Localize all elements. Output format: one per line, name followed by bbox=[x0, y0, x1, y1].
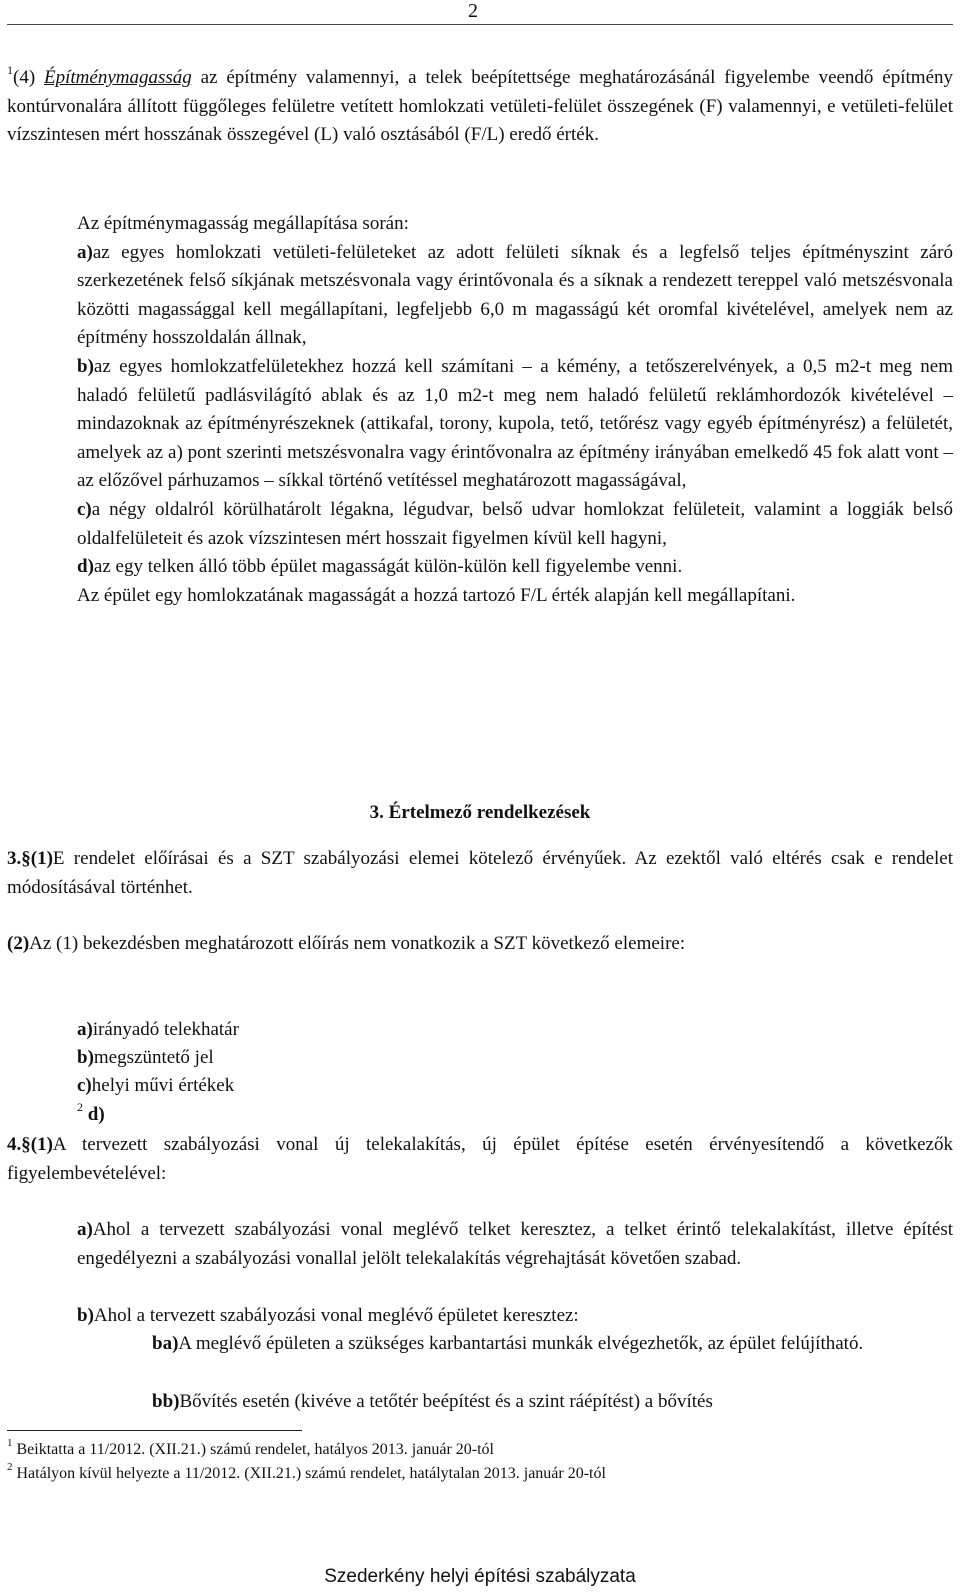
list-item bbox=[77, 1044, 214, 1072]
footnote-text: Beiktatta a 11/2012. (XII.21.) számú rendelet, hatályos 2013. január 20-tól bbox=[12, 1441, 494, 1458]
footnote-number: 1 bbox=[7, 1436, 13, 1449]
list-text: megszüntető jel bbox=[93, 1047, 214, 1068]
paragraph-text: Az (1) bekezdésben meghatározott előírás nem vonatkozik a SZT következő elemeire: bbox=[29, 933, 686, 954]
list-label: a) bbox=[77, 1019, 93, 1040]
page-number: 2 bbox=[468, 0, 478, 22]
list-label: b) bbox=[77, 1047, 94, 1068]
list-label: d) bbox=[87, 1104, 105, 1125]
rule-text: az egy telken álló több épület magasságát külön-külön kell figyelembe venni. bbox=[93, 556, 683, 578]
point-text: Ahol a tervezett szabályozási vonal meglévő telket keresztez, a telket érintő telekalakítást, illetve építést engedélyezni a szabályozási vonallal jelölt telekalakítás végrehajtását követően szabad. bbox=[77, 1219, 953, 1269]
section-4-point-a bbox=[77, 1216, 953, 1273]
footnote-ref[interactable]: 2 bbox=[77, 1099, 83, 1114]
footnote-number: 2 bbox=[7, 1460, 13, 1473]
list-item bbox=[77, 1016, 239, 1044]
point-text: Bővítés esetén (kivéve a tetőtér beépítést és a szint ráépítést) a bővítés bbox=[179, 1391, 713, 1412]
paragraph-number: (4) bbox=[13, 67, 45, 88]
rule-label: c) bbox=[77, 498, 92, 520]
list-item bbox=[77, 1072, 234, 1100]
list-text: helyi művi értékek bbox=[91, 1075, 235, 1096]
list-text: irányadó telekhatár bbox=[92, 1019, 239, 1040]
point-label: ba) bbox=[152, 1333, 179, 1354]
rule-label: a) bbox=[77, 241, 93, 263]
rule-text: az egyes homlokzatfelületekhez hozzá kell számítani – a kémény, a tetőszerelvények, a 0,5 m2-t meg nem haladó felületű padlásvilágító ablak és az 1,0 m2-t meg nem haladó felületű reklámhordozók kivételével – mindazoknak az építményrészeknek (attikafal, torony, kupola, tető, tetőrész vagy egyéb építményrész) a felületét, amelyek az a) pont szerinti metszésvonalra vagy érintővonalra az építmény irányában emelkedő 45 fok alatt vont – az előzővel párhuzamos – síkkal történő vetítéssel meghatározott magasságával, bbox=[77, 355, 953, 492]
footnote-ref[interactable]: 1 bbox=[7, 62, 13, 77]
point-label: a) bbox=[77, 1219, 93, 1240]
section-heading: 3. Értelmező rendelkezések bbox=[369, 802, 591, 823]
paragraph-text: az építmény valamennyi, a telek beépítettsége meghatározásánál figyelembe veendő építmény kontúrvonalára állított függőleges felületre vetített homlokzati vetületi-felület összegének (F) valamennyi, e vetületi-felület vízszintesen mért hosszának összegével (L) való osztásából (F/L) eredő érték. bbox=[7, 67, 953, 146]
paragraph-label: (2) bbox=[7, 933, 30, 954]
section-4-paragraph-1 bbox=[7, 1131, 953, 1188]
section-number: 4. bbox=[7, 1134, 22, 1155]
paragraph-label: §(1) bbox=[21, 1134, 53, 1155]
paragraph-text: A tervezett szabályozási vonal új telekalakítás, új épület építése esetén érvényesítendő a következők figyelembevételével: bbox=[7, 1134, 953, 1184]
section-4-point-ba bbox=[152, 1330, 953, 1359]
rule-a bbox=[77, 239, 953, 353]
definition-paragraph bbox=[7, 64, 953, 150]
section-4-point-b bbox=[77, 1302, 953, 1331]
point-label: b) bbox=[77, 1305, 94, 1326]
section-3-paragraph-1 bbox=[7, 845, 953, 902]
footnote bbox=[7, 1460, 606, 1484]
list-label: c) bbox=[77, 1075, 92, 1096]
rule-c bbox=[77, 496, 953, 553]
measurement-rules bbox=[77, 210, 953, 610]
footnote-text: Hatályon kívül helyezte a 11/2012. (XII.21.) számú rendelet, hatálytalan 2013. január 20-tól bbox=[12, 1465, 606, 1482]
point-label: bb) bbox=[152, 1391, 180, 1412]
point-text: Ahol a tervezett szabályozási vonal meglévő épületet keresztez: bbox=[93, 1305, 579, 1326]
footnote bbox=[7, 1436, 494, 1460]
footnote-divider bbox=[7, 1430, 302, 1431]
rule-d bbox=[77, 553, 953, 582]
rule-text: az egyes homlokzati vetületi-felületeket az adott felületi síknak és a legfelső teljes építményszint záró szerkezetének felső síkjának metszésvonala vagy érintővonala és a síknak a rendezett tereppel való metszésvonala közötti magassággal kell megállapítani, legfeljebb 6,0 m magasságú két oromfal kivételével, amelyek nem az építmény hosszoldalán állnak, bbox=[77, 241, 953, 349]
paragraph-label: §(1) bbox=[21, 848, 53, 869]
rule-label: d) bbox=[77, 556, 94, 578]
section-3-paragraph-2 bbox=[7, 930, 953, 959]
rule-label: b) bbox=[77, 355, 94, 377]
section-number: 3. bbox=[7, 848, 22, 869]
rule-b bbox=[77, 353, 953, 496]
section-4-point-bb bbox=[152, 1388, 953, 1417]
rules-closing: Az épület egy homlokzatának magasságát a hozzá tartozó F/L érték alapján kell megállapítani. bbox=[77, 584, 796, 606]
rules-intro: Az építménymagasság megállapítása során: bbox=[77, 213, 409, 234]
paragraph-text: E rendelet előírásai és a SZT szabályozási elemei kötelező érvényűek. Az ezektől való eltérés csak e rendelet módosításával történhet. bbox=[7, 848, 953, 898]
rule-text: a négy oldalról körülhatárolt légakna, légudvar, belső udvar homlokzat felületeit, valamint a loggiák belső oldalfelületeit és azok vízszintesen mért hosszait figyelmen kívül kell hagyni, bbox=[77, 498, 953, 549]
page-footer: Szederkény helyi építési szabályzata bbox=[324, 1566, 636, 1587]
list-item bbox=[77, 1101, 105, 1129]
header-divider bbox=[7, 24, 953, 25]
defined-term: Építménymagasság bbox=[44, 67, 192, 88]
point-text: A meglévő épületen a szükséges karbantartási munkák elvégezhetők, az épület felújítható. bbox=[178, 1333, 864, 1354]
